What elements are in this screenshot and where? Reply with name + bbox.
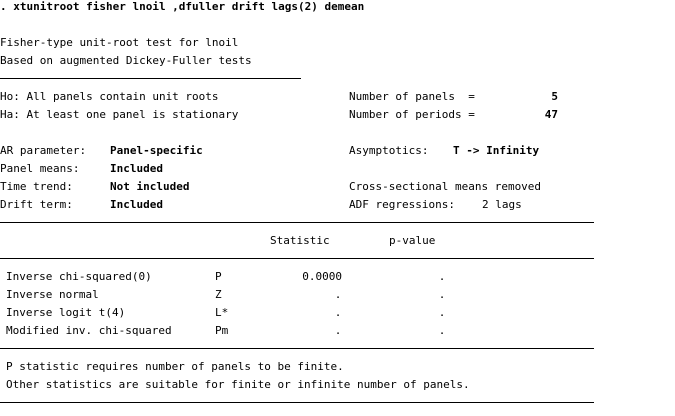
time-trend-value: Not included — [110, 180, 190, 193]
row-statistic: 0.0000 — [302, 270, 342, 283]
row-name: Inverse chi-squared(0) — [6, 270, 152, 283]
panel-means-value: Included — [110, 162, 163, 175]
ar-parameter-value: Panel-specific — [110, 144, 203, 157]
panels-label: Number of panels = — [349, 90, 475, 103]
command-line: . xtunitroot fisher lnoil ,dfuller drift lags(2) demean — [0, 0, 365, 13]
row-name: Modified inv. chi-squared — [6, 324, 172, 337]
table-bottom-rule — [0, 348, 594, 349]
adf-regressions-label: ADF regressions: — [349, 198, 455, 211]
null-hypothesis: Ho: All panels contain unit roots — [0, 90, 219, 103]
row-symbol: L* — [215, 306, 229, 319]
time-trend-label: Time trend: — [0, 180, 73, 193]
drift-term-value: Included — [110, 198, 163, 211]
drift-term-label: Drift term: — [0, 198, 73, 211]
row-pvalue: . — [438, 306, 446, 319]
note-line-1: P statistic requires number of panels to be finite. — [6, 360, 344, 373]
row-statistic: . — [334, 306, 342, 319]
statistic-header: Statistic — [270, 234, 330, 247]
periods-value: 47 — [544, 108, 558, 121]
row-symbol: Pm — [215, 324, 229, 337]
row-statistic: . — [334, 288, 342, 301]
panel-means-label: Panel means: — [0, 162, 80, 175]
ar-parameter-label: AR parameter: — [0, 144, 87, 157]
alternative-hypothesis: Ha: At least one panel is stationary — [0, 108, 239, 121]
row-name: Inverse normal — [6, 288, 99, 301]
panels-value: 5 — [551, 90, 558, 103]
adf-regressions-value: 2 lags — [482, 198, 522, 211]
test-subtitle: Based on augmented Dickey-Fuller tests — [0, 54, 252, 67]
row-name: Inverse logit t(4) — [6, 306, 126, 319]
row-pvalue: . — [438, 288, 446, 301]
table-top-rule — [0, 222, 594, 223]
test-title: Fisher-type unit-root test for lnoil — [0, 36, 239, 49]
row-statistic: . — [334, 324, 342, 337]
pvalue-header: p-value — [389, 234, 436, 247]
asymptotics-label: Asymptotics: — [349, 144, 429, 157]
row-pvalue: . — [438, 270, 446, 283]
cross-sectional-means: Cross-sectional means removed — [349, 180, 542, 193]
asymptotics-value: T -> Infinity — [453, 144, 540, 157]
header-divider — [0, 78, 301, 79]
row-pvalue: . — [438, 324, 446, 337]
note-line-2: Other statistics are suitable for finite or infinite number of panels. — [6, 378, 470, 391]
notes-bottom-rule — [0, 402, 594, 403]
table-header-rule — [0, 258, 594, 259]
periods-label: Number of periods = — [349, 108, 475, 121]
row-symbol: Z — [215, 288, 222, 301]
row-symbol: P — [215, 270, 222, 283]
